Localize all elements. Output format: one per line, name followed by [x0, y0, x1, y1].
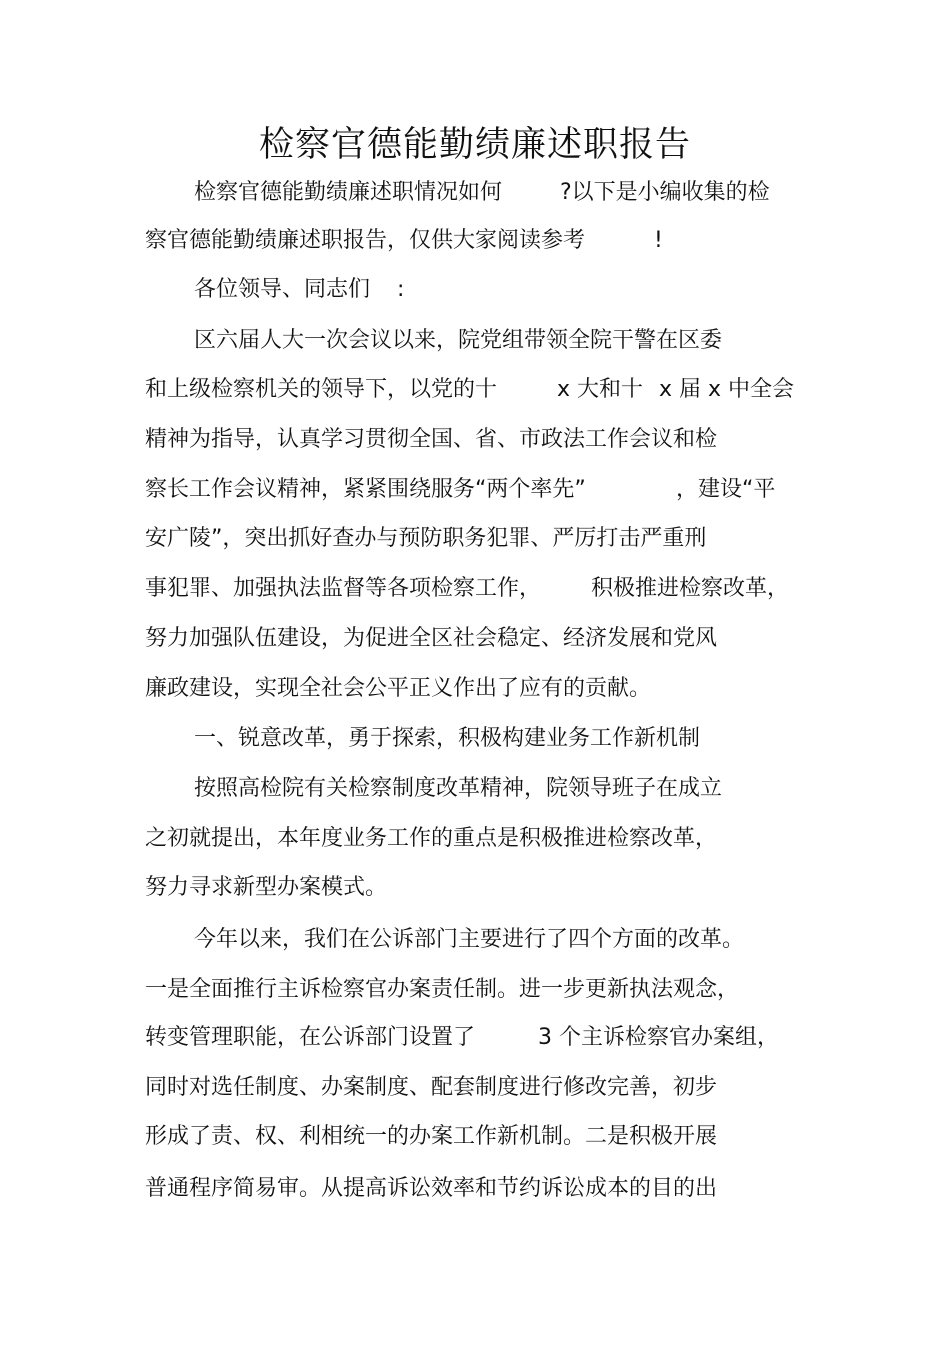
text-segment: 按照高检院有关检察制度改革精神，院领导班子在成立 — [194, 776, 723, 801]
text-segment: 检察官德能勤绩廉述职情况如何 — [194, 180, 503, 205]
text-segment: 3 个主诉检察官办案组， — [538, 1025, 779, 1050]
text-segment: ?以下是小编收集的检 — [560, 180, 770, 205]
text-segment: 普通程序简易审。从提高诉讼效率和节约诉讼成本的目的出 — [145, 1176, 718, 1201]
text-segment: 转变管理职能，在公诉部门设置了 — [145, 1025, 476, 1050]
text-segment: 各位领导、同志们 — [194, 277, 371, 302]
text-segment: 同时对选任制度、办案制度、配套制度进行修改完善，初步 — [145, 1075, 718, 1100]
text-segment: 积极推进检察改革， — [591, 576, 790, 601]
text-segment: 廉政建设，实现全社会公平正义作出了应有的贡献。 — [145, 676, 652, 701]
text-segment: 努力寻求新型办案模式。 — [145, 875, 388, 900]
text-segment: ，建设“平 — [676, 477, 776, 502]
text-segment: : — [397, 277, 405, 302]
text-segment: 形成了责、权、利相统一的办案工作新机制。二是积极开展 — [145, 1124, 718, 1149]
text-segment: 之初就提出，本年度业务工作的重点是积极推进检察改革， — [145, 826, 718, 851]
text-segment: 安广陵”，突出抓好查办与预防职务犯罪、严厉打击严重刑 — [145, 526, 707, 551]
text-segment: 和上级检察机关的领导下，以党的十 — [145, 377, 498, 402]
text-segment: 一、锐意改革，勇于探索，积极构建业务工作新机制 — [194, 726, 701, 751]
document-title: 检察官德能勤绩廉述职报告 — [258, 125, 691, 165]
text-segment: x 届 x 中全会 — [659, 377, 795, 402]
text-segment: 今年以来，我们在公诉部门主要进行了四个方面的改革。 — [194, 927, 745, 952]
text-segment: 察官德能勤绩廉述职报告，仅供大家阅读参考 — [145, 228, 586, 253]
text-segment: 精神为指导，认真学习贯彻全国、省、市政法工作会议和检 — [145, 427, 718, 452]
text-segment: 一是全面推行主诉检察官办案责任制。进一步更新执法观念， — [145, 977, 740, 1002]
text-segment: ! — [654, 228, 663, 253]
text-segment: 事犯罪、加强执法监督等各项检察工作， — [145, 576, 542, 601]
text-segment: x 大和十 — [557, 377, 644, 402]
text-segment: 努力加强队伍建设，为促进全区社会稳定、经济发展和党风 — [145, 626, 718, 651]
text-segment: 区六届人大一次会议以来，院党组带领全院干警在区委 — [194, 328, 723, 353]
text-segment: 察长工作会议精神，紧紧围绕服务“两个率先” — [145, 477, 586, 502]
